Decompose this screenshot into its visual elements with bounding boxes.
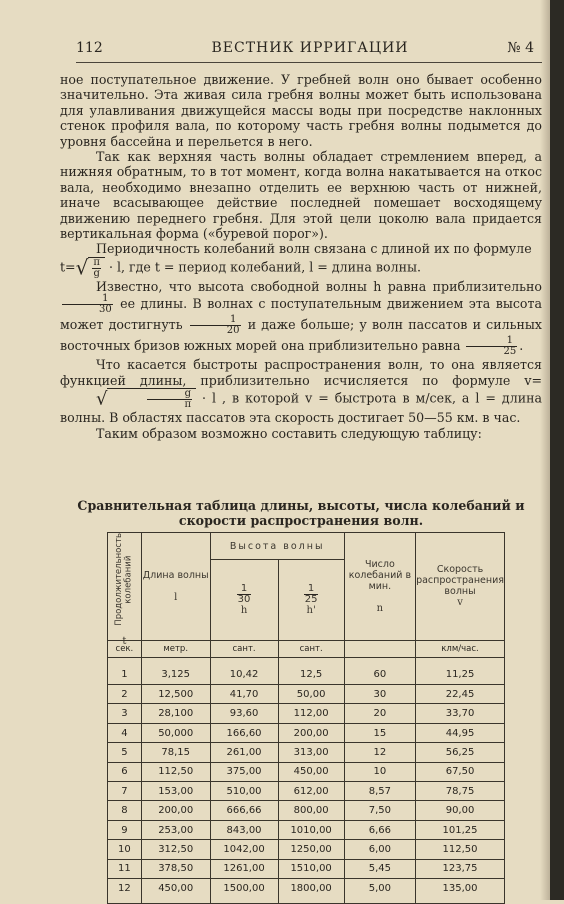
table-cell: 1010,00: [278, 820, 344, 839]
table-cell: 90,00: [416, 801, 505, 820]
header-count: Число колебаний в мин. n: [344, 533, 415, 641]
table-row: [108, 840, 505, 859]
table-cell: 11: [108, 859, 142, 878]
unit-cell: сек.: [108, 640, 142, 657]
fraction-1-25: $\frac{1}{25}$: [466, 336, 517, 357]
table-cell: 60: [344, 657, 415, 684]
table-cell: 3,125: [141, 657, 210, 684]
table-cell: 4: [108, 723, 142, 742]
header-length: Длина волны l: [141, 533, 210, 641]
table-cell: 5,45: [344, 859, 415, 878]
table-cell: 101,25: [416, 820, 505, 839]
table-cell: 12: [108, 879, 142, 904]
table-cell: 33,70: [416, 704, 505, 723]
table-cell: 510,00: [210, 782, 278, 801]
journal-title: ВЕСТНИК ИРРИГАЦИИ: [211, 40, 409, 56]
table-row: [108, 859, 505, 878]
table-cell: 5,00: [344, 879, 415, 904]
formula-lhs: t=: [60, 259, 76, 275]
table-cell: 1510,00: [278, 859, 344, 878]
table-row: [108, 685, 505, 704]
table-cell: 123,75: [416, 859, 505, 878]
table-cell: 50,00: [278, 685, 344, 704]
paragraph-6: Таким образом возможно составить следующую таблицу:: [96, 425, 482, 441]
table-cell: 22,45: [416, 685, 505, 704]
table-cell: 10: [344, 762, 415, 781]
table-cell: 253,00: [141, 820, 210, 839]
table-cell: 41,70: [210, 685, 278, 704]
header-height-30: $\frac{1}{30}$ h: [210, 560, 278, 641]
table-row: [108, 704, 505, 723]
table-cell: 378,50: [141, 859, 210, 878]
table-cell: 67,50: [416, 762, 505, 781]
header-height: Высота волны: [210, 533, 344, 560]
table-cell: 612,00: [278, 782, 344, 801]
unit-cell: метр.: [141, 640, 210, 657]
p5-part-b: в которой v = быстрота в м/сек, а l = длина волны. В областях пассатов эта скорость достигает 50—55 км. в час.: [60, 390, 542, 426]
table-cell: 450,00: [141, 879, 210, 904]
issue-number: № 4: [507, 40, 534, 56]
table-cell: 200,00: [141, 801, 210, 820]
unit-cell: сант.: [278, 640, 344, 657]
table-cell: 112,00: [278, 704, 344, 723]
page-edge: [550, 0, 564, 900]
sqrt-sign-2: √ $\frac{g}{\pi}$: [60, 388, 196, 410]
paragraph-1: ное поступательное движение. У гребней волн оно бывает особенно значительно. Эта живая сила гребня волны может быть использована для улавливания движущейся массы воды при посредстве наклонных стенок профиля вала, по которому часть гребня волны подымется до уровня бассейна и перельется в него.: [60, 72, 542, 149]
table-row: [108, 723, 505, 742]
table-cell: 8: [108, 801, 142, 820]
table-row: [108, 743, 505, 762]
table-cell: 313,00: [278, 743, 344, 762]
table-row: [108, 820, 505, 839]
table-row: [108, 879, 505, 904]
table-cell: 450,00: [278, 762, 344, 781]
table-cell: 1: [108, 657, 142, 684]
formula-period: [60, 257, 542, 279]
table-row: [108, 657, 505, 684]
paragraph-3: Периодичность колебаний волн связана с длиной их по формуле: [96, 241, 532, 257]
table-cell: 78,75: [416, 782, 505, 801]
table-cell: 112,50: [416, 840, 505, 859]
table-cell: 6,00: [344, 840, 415, 859]
formula-numerator: π: [93, 256, 100, 268]
article-body: [60, 72, 542, 441]
table-cell: 200,00: [278, 723, 344, 742]
fraction-1-30: $\frac{1}{30}$: [62, 294, 113, 315]
header-period: Продолжительность колебаний t: [108, 533, 142, 641]
header-speed: Скорость распространения волны v: [416, 533, 505, 641]
table-row: [108, 762, 505, 781]
table-cell: 5: [108, 743, 142, 762]
table-cell: 15: [344, 723, 415, 742]
table-title: Сравнительная таблица длины, высоты, числа колебаний и скорости распространения волн.: [77, 498, 525, 528]
formula-tail: · l, где t = период колебаний, l = длина волны.: [108, 259, 421, 275]
table-cell: 843,00: [210, 820, 278, 839]
table-cell: 30: [344, 685, 415, 704]
paragraph-4: Известно, что высота свободной волны h равна приблизительно $\frac{1}{30}$ ее длины. В волнах с поступательным движением эта высота может достигнуть $\frac{1}{20}$ и даже больше; у волн пассатов и сильных восточных бризов южных морей она приблизительно равна $\frac{1}{25}$ .: [60, 278, 542, 358]
table-cell: 6: [108, 762, 142, 781]
table-cell: 28,100: [141, 704, 210, 723]
formula2-tail: · l ,: [202, 390, 227, 406]
table-cell: 12: [344, 743, 415, 762]
table-cell: 20: [344, 704, 415, 723]
table-row: [108, 801, 505, 820]
table-cell: 11,25: [416, 657, 505, 684]
table-cell: 166,60: [210, 723, 278, 742]
p5-part-a: Что касается быстроты распространения волн, то она является функцией длины, приблизительно исчисляется по формуле v=: [60, 357, 542, 388]
table-cell: 1261,00: [210, 859, 278, 878]
fraction-1-20: $\frac{1}{20}$: [190, 315, 241, 336]
p4-part-b: ее длины. В волнах с поступательным движением эта высота может достигнуть: [60, 296, 542, 333]
p4-part-c: и даже больше; у волн пассатов и сильных восточных бризов южных морей она приблизительно равна: [60, 317, 542, 354]
paragraph-5: [60, 357, 542, 425]
table-cell: 135,00: [416, 879, 505, 904]
table-cell: 10,42: [210, 657, 278, 684]
unit-cell: [344, 640, 415, 657]
table-cell: 12,5: [278, 657, 344, 684]
table-cell: 8,57: [344, 782, 415, 801]
table-cell: 312,50: [141, 840, 210, 859]
table-cell: 78,15: [141, 743, 210, 762]
header-rule: [76, 62, 542, 63]
header-height-25: $\frac{1}{25}$ h': [278, 560, 344, 641]
unit-cell: клм/час.: [416, 640, 505, 657]
table-cell: 7: [108, 782, 142, 801]
table-cell: 56,25: [416, 743, 505, 762]
table-cell: 112,50: [141, 762, 210, 781]
table-cell: 1800,00: [278, 879, 344, 904]
table-cell: 2: [108, 685, 142, 704]
table-cell: 50,000: [141, 723, 210, 742]
table-cell: 10: [108, 840, 142, 859]
sqrt-sign: √ $\frac{\pi}{g}$: [76, 257, 105, 279]
units-row: [108, 640, 505, 657]
formula-denominator: g: [93, 267, 100, 279]
unit-cell: сант.: [210, 640, 278, 657]
table-cell: 1042,00: [210, 840, 278, 859]
table-cell: 44,95: [416, 723, 505, 742]
table-cell: 3: [108, 704, 142, 723]
table-cell: 800,00: [278, 801, 344, 820]
table-cell: 1500,00: [210, 879, 278, 904]
table-cell: 153,00: [141, 782, 210, 801]
paragraph-2: Так как верхняя часть волны обладает стремлением вперед, а нижняя обратным, то в тот момент, когда волна накатывается на откос вала, необходимо внезапно отделить ее верхнюю часть от нижней, иначе всасывающее действие последней помешает восходящему движению переднего гребня. Для этой цели цоколю вала придается вертикальная форма («буревой порог»).: [60, 149, 542, 242]
wave-table: [107, 532, 505, 904]
table-row: [108, 782, 505, 801]
table-cell: 93,60: [210, 704, 278, 723]
table-cell: 7,50: [344, 801, 415, 820]
p4-part-a: Известно, что высота свободной волны h равна приблизительно: [96, 278, 542, 294]
table-cell: 6,66: [344, 820, 415, 839]
table-cell: 12,500: [141, 685, 210, 704]
table-body: [108, 657, 505, 904]
table-cell: 9: [108, 820, 142, 839]
table-cell: 375,00: [210, 762, 278, 781]
table-cell: 261,00: [210, 743, 278, 762]
table-cell: 666,66: [210, 801, 278, 820]
page-number: 112: [76, 40, 103, 56]
table-cell: 1250,00: [278, 840, 344, 859]
